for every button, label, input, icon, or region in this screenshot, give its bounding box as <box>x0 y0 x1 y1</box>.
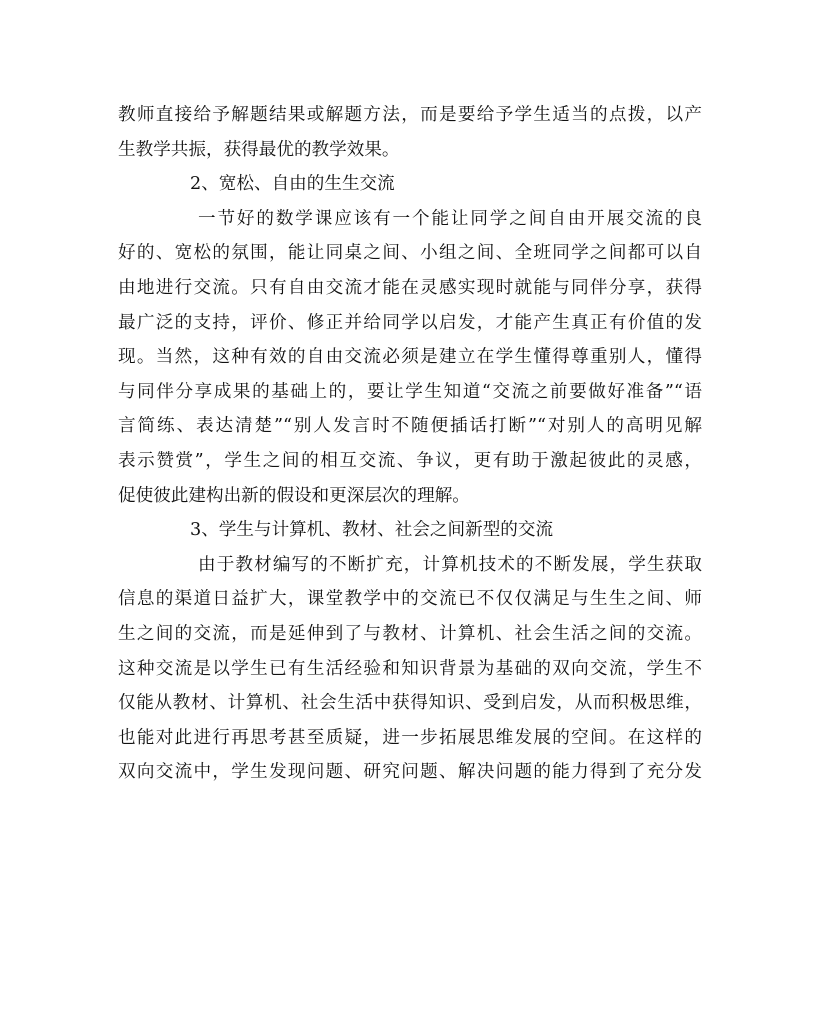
paragraph-line: 最广泛的支持，评价、修正并给同学以启发，才能产生真正有价值的发 <box>118 312 702 333</box>
paragraph-line: 由地进行交流。只有自由交流才能在灵感实现时就能与同伴分享，获得 <box>118 277 702 298</box>
paragraph-line: 与同伴分享成果的基础上的，要让学生知道“交流之前要做好准备”“语 <box>118 381 702 402</box>
paragraph-line: 现。当然，这种有效的自由交流必须是建立在学生懂得尊重别人，懂得 <box>118 347 702 368</box>
paragraph-line: 促使彼此建构出新的假设和更深层次的理解。 <box>118 485 470 506</box>
paragraph-line: 也能对此进行再思考甚至质疑，进一步拓展思维发展的空间。在这样的 <box>118 727 702 748</box>
paragraph-line: 生教学共振，获得最优的教学效果。 <box>118 139 400 160</box>
paragraph-line: 生之间的交流，而是延伸到了与教材、计算机、社会生活之间的交流。 <box>118 623 702 644</box>
paragraph-line: 信息的渠道日益扩大，课堂教学中的交流已不仅仅满足与生生之间、师 <box>118 589 702 610</box>
section-heading-3: 3、学生与计算机、教材、社会之间新型的交流 <box>190 520 554 541</box>
paragraph-line: 一节好的数学课应该有一个能让同学之间自由开展交流的良 <box>198 208 702 229</box>
paragraph-line: 表示赞赏”，学生之间的相互交流、争议，更有助于激起彼此的灵感， <box>118 450 702 471</box>
paragraph-line: 这种交流是以学生已有生活经验和知识背景为基础的双向交流，学生不 <box>118 658 702 679</box>
section-heading-2: 2、宽松、自由的生生交流 <box>190 174 395 195</box>
paragraph-line: 双向交流中，学生发现问题、研究问题、解决问题的能力得到了充分发 <box>118 762 702 783</box>
document-body <box>118 98 702 790</box>
paragraph-line: 仅能从教材、计算机、社会生活中获得知识、受到启发，从而积极思维， <box>118 693 702 714</box>
paragraph-line: 言简练、表达清楚”“别人发言时不随便插话打断”“对别人的高明见解 <box>118 416 702 437</box>
paragraph-line: 教师直接给予解题结果或解题方法，而是要给予学生适当的点拨，以产 <box>118 105 702 125</box>
paragraph-line: 由于教材编写的不断扩充，计算机技术的不断发展，学生获取 <box>198 554 702 575</box>
paragraph-line: 好的、宽松的氛围，能让同桌之间、小组之间、全班同学之间都可以自 <box>118 243 702 264</box>
